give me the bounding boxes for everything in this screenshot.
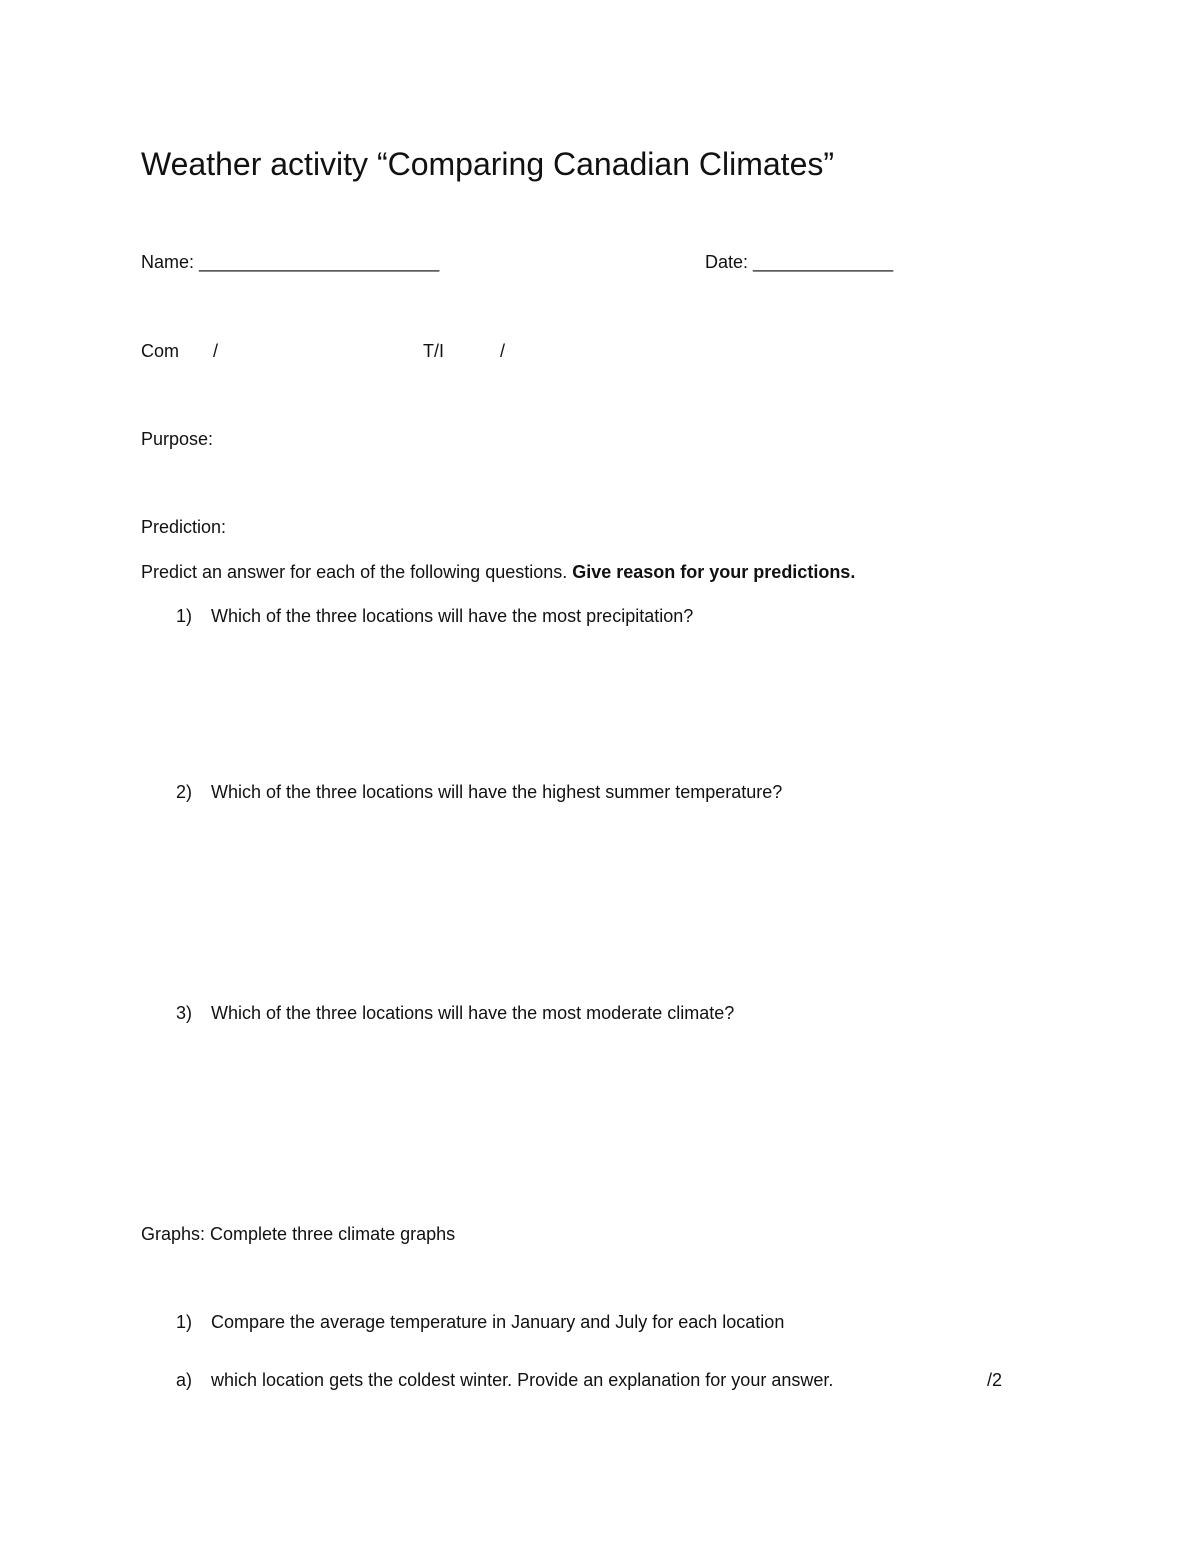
question-text: Which of the three locations will have the most precipitation? bbox=[211, 606, 694, 626]
question-number: 1) bbox=[176, 606, 193, 626]
question-text: Which of the three locations will have the most moderate climate? bbox=[211, 1003, 735, 1023]
date-field: Date: ______________ bbox=[705, 252, 894, 272]
ti-score-slash: / bbox=[500, 341, 506, 361]
question-number: 2) bbox=[176, 782, 193, 802]
prediction-intro-emphasis: Give reason for your predictions. bbox=[572, 562, 856, 582]
prediction-instructions bbox=[141, 561, 855, 583]
marks-value: /2 bbox=[987, 1370, 1003, 1390]
graph-question-text: Compare the average temperature in January and July for each location bbox=[211, 1312, 785, 1332]
graph-subquestion-letter: a) bbox=[176, 1370, 193, 1390]
question-text: Which of the three locations will have the highest summer temperature? bbox=[211, 782, 783, 802]
graphs-heading: Graphs: Complete three climate graphs bbox=[141, 1224, 456, 1244]
question-number: 3) bbox=[176, 1003, 193, 1023]
com-score-slash: / bbox=[213, 341, 219, 361]
prediction-label: Prediction: bbox=[141, 517, 227, 537]
com-label: Com bbox=[141, 341, 180, 361]
document-title: Weather activity “Comparing Canadian Climates” bbox=[141, 146, 835, 182]
name-field: Name: ________________________ bbox=[141, 252, 440, 272]
graph-question-number: 1) bbox=[176, 1312, 193, 1332]
prediction-intro-text: Predict an answer for each of the following questions. bbox=[141, 562, 573, 582]
ti-label: T/I bbox=[423, 341, 444, 361]
purpose-label: Purpose: bbox=[141, 429, 214, 449]
graph-subquestion-text: which location gets the coldest winter. Provide an explanation for your answer. bbox=[211, 1370, 834, 1390]
